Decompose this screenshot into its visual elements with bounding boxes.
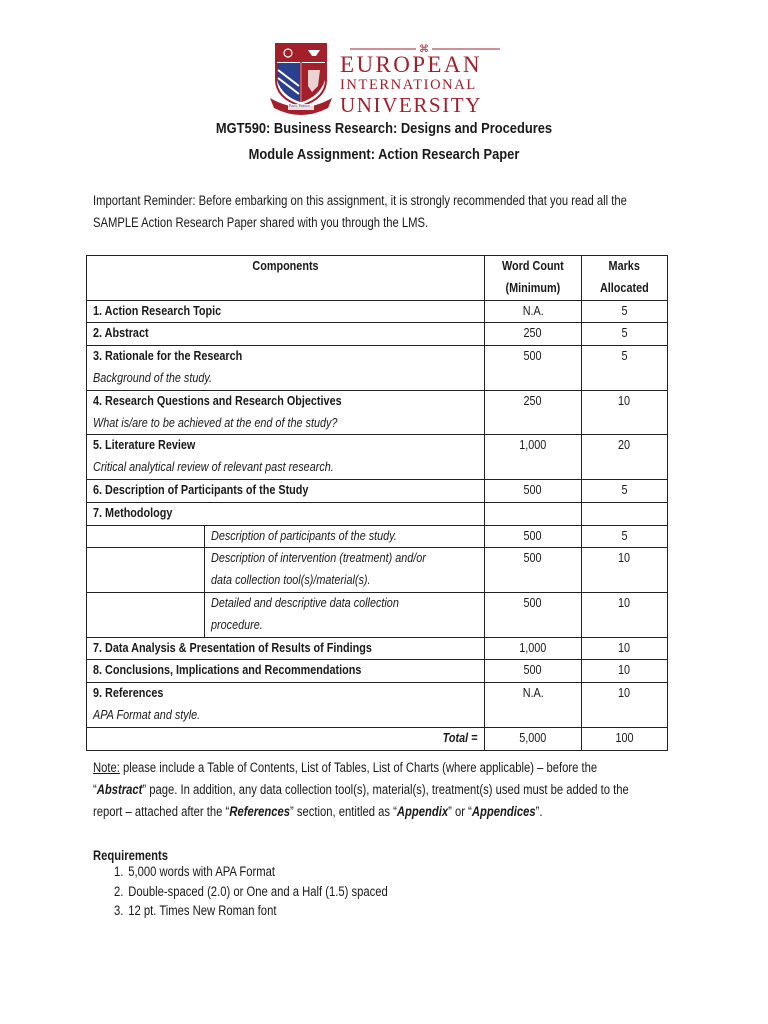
reminder-line-2: SAMPLE Action Research Paper shared with you through the LMS. (93, 215, 429, 230)
table-row (87, 637, 668, 660)
header-components: Components (87, 256, 485, 301)
word-count: N.A. (484, 300, 581, 323)
table-row (87, 300, 668, 323)
methodology-description: Description of participants of the study. (205, 525, 484, 548)
table-row (87, 323, 668, 346)
component-label: 7. Data Analysis & Presentation of Results of Findings (87, 637, 485, 660)
marks: 10 (581, 592, 667, 637)
list-item: 1. 5,000 words with APA Format (114, 864, 275, 879)
word-count: 1,000 (484, 435, 581, 480)
logo-line-european: EUROPEAN (340, 52, 482, 77)
svg-text:⌘: ⌘ (419, 44, 429, 53)
assignment-title: Module Assignment: Action Research Paper (248, 146, 520, 163)
marks: 10 (581, 548, 667, 593)
header-marks: Marks Allocated (581, 256, 667, 301)
note-line-2: “Abstract” page. In addition, any data collection tool(s), material(s), treatment(s) used must be added to the (93, 782, 629, 797)
methodology-subrow (87, 525, 668, 548)
marks: 5 (581, 525, 667, 548)
component-label: 9. References APA Format and style. (87, 683, 485, 728)
component-description: Background of the study. (93, 370, 213, 385)
component-label: 8. Conclusions, Implications and Recommendations (87, 660, 485, 683)
course-title: MGT590: Business Research: Designs and Procedures (215, 120, 553, 137)
word-count (484, 502, 581, 525)
component-label: 2. Abstract (87, 323, 485, 346)
components-table (86, 255, 668, 751)
word-count: 500 (484, 548, 581, 593)
important-reminder (93, 190, 664, 234)
component-label: 5. Literature Review Critical analytical review of relevant past research. (87, 435, 485, 480)
word-count: 500 (484, 479, 581, 502)
list-item: 2. Double-spaced (2.0) or One and a Half (1.5) spaced (114, 883, 388, 899)
component-description: What is/are to be achieved at the end of the study? (93, 415, 338, 430)
component-description: Critical analytical review of relevant past research. (93, 460, 334, 475)
marks: 10 (581, 683, 667, 728)
marks: 5 (581, 323, 667, 346)
university-logo (268, 40, 508, 118)
component-label: 3. Rationale for the Research Background of the study. (87, 346, 485, 391)
header-word-count: Word Count (Minimum) (484, 256, 581, 301)
total-marks: 100 (581, 727, 667, 750)
logo-line-university: UNIVERSITY (340, 93, 482, 117)
word-count: 500 (484, 525, 581, 548)
table-row (87, 660, 668, 683)
table-row (87, 502, 668, 525)
total-word-count: 5,000 (484, 727, 581, 750)
word-count: 500 (484, 346, 581, 391)
component-label: 1. Action Research Topic (87, 300, 485, 323)
indent-cell (87, 525, 205, 548)
word-count: 250 (484, 323, 581, 346)
methodology-description: Description of intervention (treatment) and/or data collection tool(s)/material(s). (205, 548, 484, 593)
word-count: 1,000 (484, 637, 581, 660)
table-row (87, 390, 668, 435)
requirements-heading: Requirements (93, 848, 169, 863)
list-item: 3. 12 pt. Times New Roman font (114, 903, 277, 918)
marks: 10 (581, 660, 667, 683)
logo-line-international: INTERNATIONAL (340, 77, 477, 93)
marks: 5 (581, 300, 667, 323)
methodology-subrow (87, 548, 668, 593)
component-label: 7. Methodology (87, 502, 485, 525)
requirements-list (93, 862, 388, 921)
marks (581, 502, 667, 525)
word-count: 250 (484, 390, 581, 435)
table-row (87, 346, 668, 391)
note-line-1: Note: please include a Table of Contents, List of Tables, List of Charts (where applicable) – before the (93, 760, 598, 775)
table-header-row (87, 256, 668, 301)
marks: 10 (581, 390, 667, 435)
word-count: 500 (484, 592, 581, 637)
marks: 10 (581, 637, 667, 660)
table-row (87, 683, 668, 728)
note-paragraph (93, 757, 664, 823)
marks: 5 (581, 346, 667, 391)
methodology-subrow (87, 592, 668, 637)
logo-wordmark (340, 44, 508, 116)
note-prefix: Note: (93, 760, 120, 775)
word-count: N.A. (484, 683, 581, 728)
total-label: Total = (87, 727, 485, 750)
component-label: 4. Research Questions and Research Objectives What is/are to be achieved at the end of the study? (87, 390, 485, 435)
note-line-3: report – attached after the “References” section, entitled as “Appendix” or “Appendices”. (93, 804, 543, 819)
indent-cell (87, 548, 205, 593)
indent-cell (87, 592, 205, 637)
logo-motto: Paris, France (289, 103, 310, 108)
total-row (87, 727, 668, 750)
reminder-line-1: Important Reminder: Before embarking on this assignment, it is strongly recommended that you read all the (93, 193, 627, 208)
word-count: 500 (484, 660, 581, 683)
table-row (87, 479, 668, 502)
component-label: 6. Description of Participants of the Study (87, 479, 485, 502)
marks: 5 (581, 479, 667, 502)
table-row (87, 435, 668, 480)
marks: 20 (581, 435, 667, 480)
methodology-description: Detailed and descriptive data collection procedure. (205, 592, 484, 637)
component-description: APA Format and style. (93, 707, 201, 722)
